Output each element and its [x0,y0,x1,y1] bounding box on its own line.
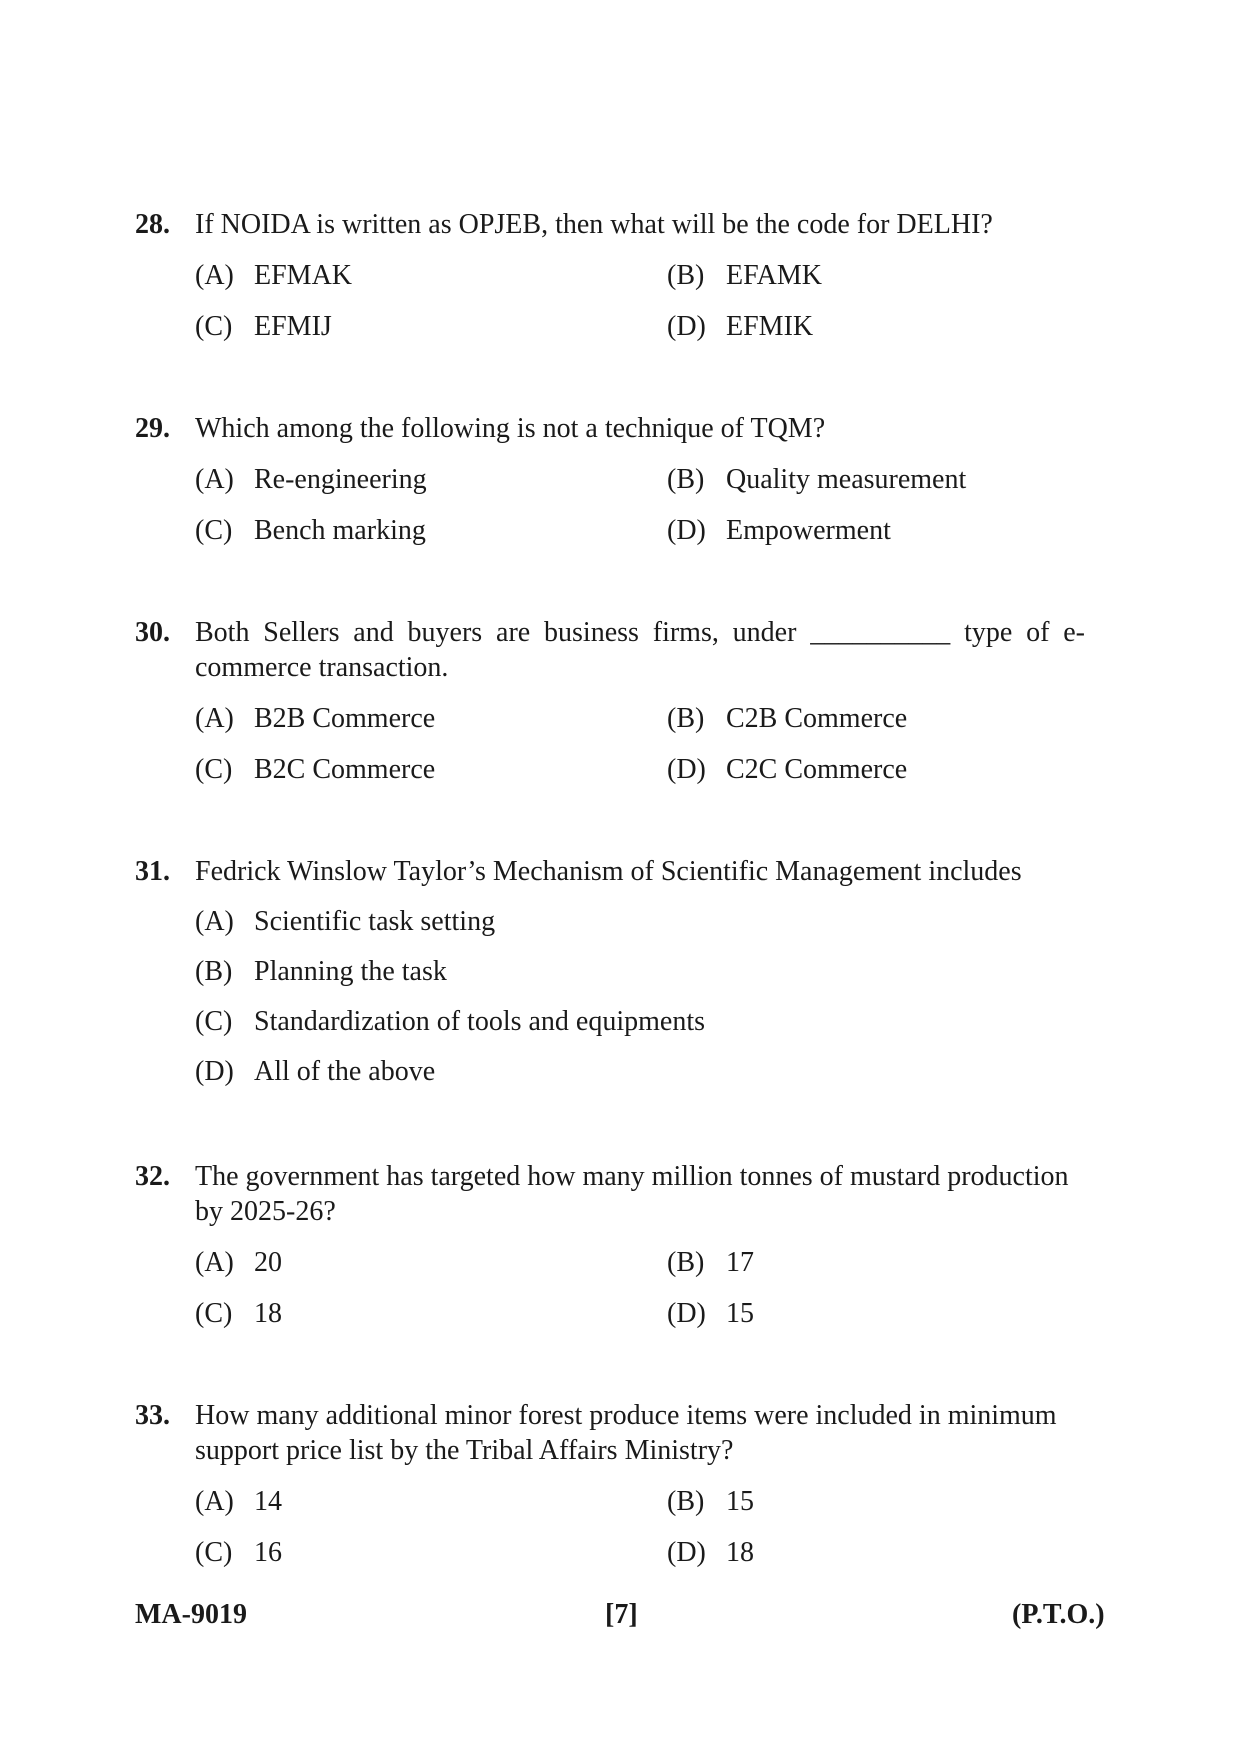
options [195,1245,1085,1331]
option-a [195,904,495,939]
option-label: (B) [195,956,233,987]
option-label: (B) [667,703,705,734]
option-label: (D) [667,515,706,546]
option-text: Re-engineering [254,464,427,495]
footer-exam-code: MA-9019 [135,1599,247,1630]
option-text: EFAMK [726,260,822,291]
option-text: Scientific task setting [254,906,496,937]
option-label: (B) [667,1247,705,1278]
option-label: (A) [195,1486,234,1517]
option-text: C2B Commerce [726,703,908,734]
option-text: All of the above [254,1056,436,1087]
option-label: (B) [667,1486,705,1517]
options [195,904,1085,1089]
question-28 [135,207,1085,344]
option-c [195,309,667,344]
question-30 [135,615,1085,787]
option-label: (C) [195,515,233,546]
option-label: (C) [195,1537,233,1568]
option-text: Planning the task [254,956,447,987]
question-33 [135,1398,1085,1570]
question-text: If NOIDA is written as OPJEB, then what will be the code for DELHI? [195,209,993,240]
option-a [195,462,667,497]
option-label: (C) [195,1006,233,1037]
footer-page-number: [7] [605,1599,638,1630]
option-text: EFMIK [726,311,814,342]
options [195,258,1085,344]
question-text: The government has targeted how many million tonnes of mustard production by 2025-26? [195,1161,1069,1227]
options [195,462,1085,548]
option-label: (C) [195,311,233,342]
option-label: (B) [667,260,705,291]
option-text: B2B Commerce [254,703,436,734]
option-c [195,1004,705,1039]
option-label: (D) [667,1537,706,1568]
option-text: Standardization of tools and equipments [254,1006,706,1037]
question-text: Fedrick Winslow Taylor’s Mechanism of Scientific Management includes [195,856,1022,887]
option-c [195,513,667,548]
option-label: (A) [195,906,234,937]
option-label: (A) [195,1247,234,1278]
option-c [195,1535,667,1570]
question-32 [135,1159,1085,1331]
option-text: Quality measurement [726,464,967,495]
option-c [195,752,667,787]
option-d [667,1535,754,1570]
question-text: Which among the following is not a technique of TQM? [195,413,826,444]
option-b [667,1484,754,1519]
footer-pto: (P.T.O.) [1012,1599,1105,1630]
question-text: How many additional minor forest produce items were included in minimum support price list by the Tribal Affairs Ministry? [195,1400,1057,1466]
option-d [195,1054,435,1089]
options [195,1484,1085,1570]
option-d [667,752,907,787]
question-29 [135,411,1085,548]
option-label: (A) [195,260,234,291]
option-b [667,258,822,293]
option-text: 16 [254,1537,282,1568]
option-a [195,1484,667,1519]
option-text: EFMAK [254,260,353,291]
question-number: 31. [135,856,170,887]
option-text: 18 [726,1537,754,1568]
option-text: C2C Commerce [726,754,908,785]
option-text: Bench marking [254,515,426,546]
option-text: 14 [254,1486,282,1517]
option-d [667,1296,754,1331]
option-text: 15 [726,1298,754,1329]
option-label: (D) [667,754,706,785]
option-text: 17 [726,1247,754,1278]
option-label: (A) [195,703,234,734]
option-label: (B) [667,464,705,495]
option-text: Empowerment [726,515,891,546]
options [195,701,1085,787]
option-text: 15 [726,1486,754,1517]
option-a [195,258,667,293]
question-number: 33. [135,1400,170,1431]
option-b [667,462,966,497]
option-b [667,1245,754,1280]
option-text: 18 [254,1298,282,1329]
option-a [195,1245,667,1280]
option-label: (D) [667,311,706,342]
option-label: (D) [195,1056,234,1087]
question-text: Both Sellers and buyers are business firms, under __________ type of e-commerce transaction. [195,617,1085,683]
question-number: 28. [135,209,170,240]
option-label: (C) [195,1298,233,1329]
option-d [667,513,891,548]
question-number: 29. [135,413,170,444]
option-text: EFMIJ [254,311,332,342]
option-label: (C) [195,754,233,785]
option-b [195,954,447,989]
question-31 [135,854,1085,1089]
option-b [667,701,907,736]
option-label: (A) [195,464,234,495]
question-number: 30. [135,617,170,648]
question-number: 32. [135,1161,170,1192]
option-c [195,1296,667,1331]
option-a [195,701,667,736]
option-d [667,309,813,344]
option-label: (D) [667,1298,706,1329]
option-text: 20 [254,1247,282,1278]
option-text: B2C Commerce [254,754,436,785]
